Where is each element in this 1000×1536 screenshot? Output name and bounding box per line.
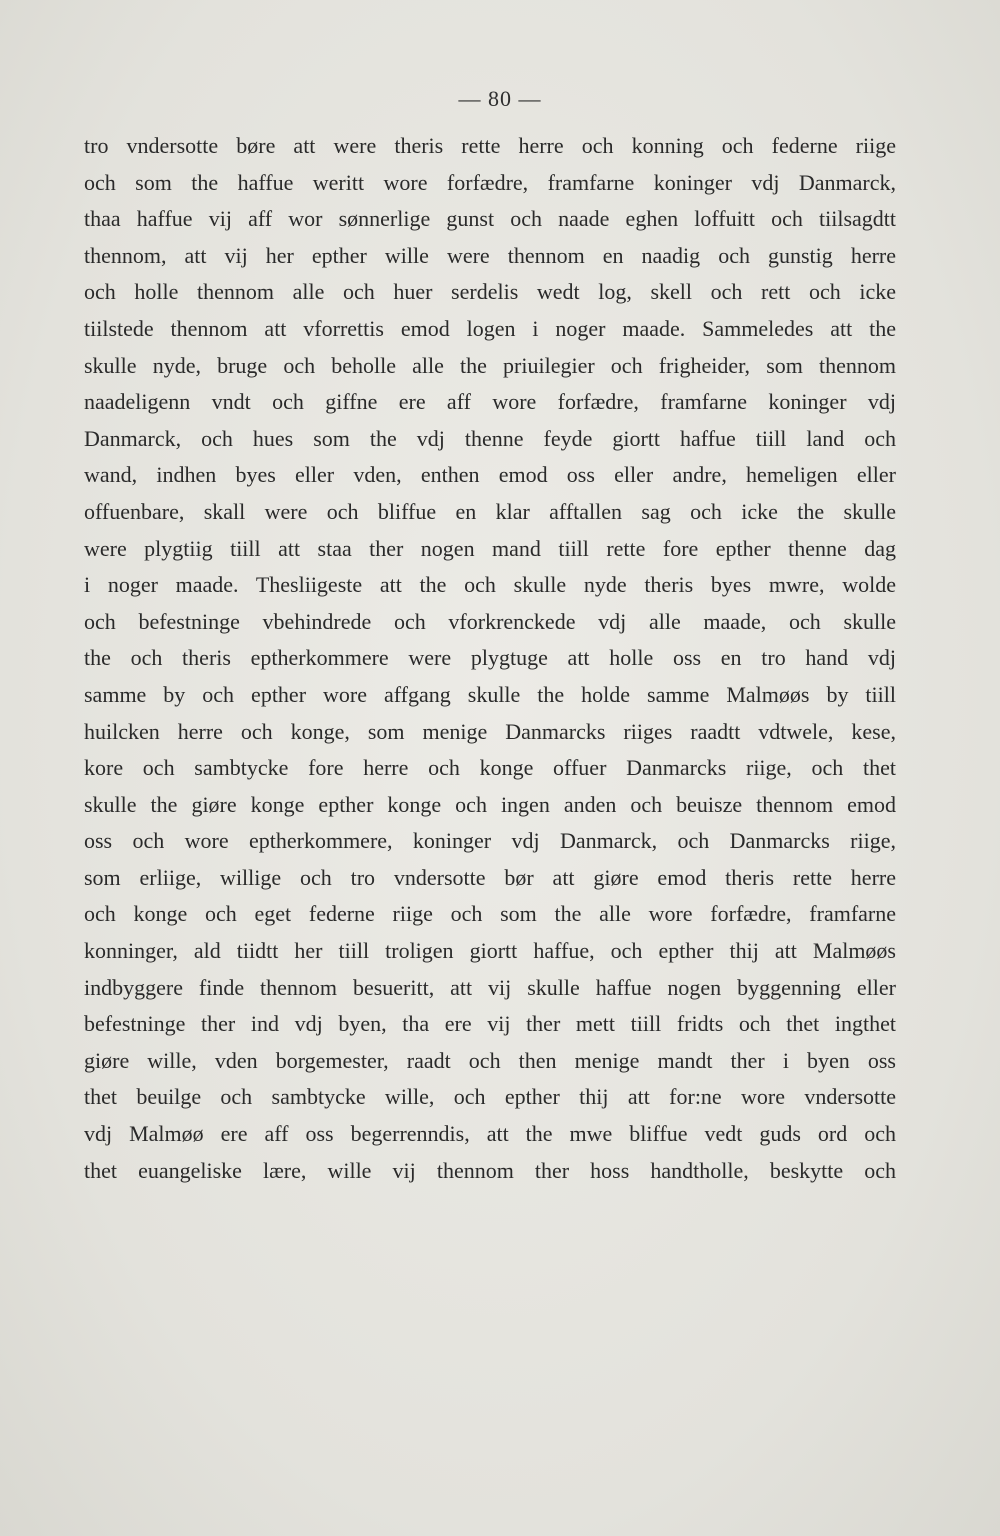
text-line: kore och sambtycke fore herre och konge offuer Danmarcks riige, och thet [84,755,896,781]
text-line: were plygtiig tiill att staa ther nogen mand tiill rette fore epther thenne dag [84,535,896,561]
text-line: och holle thennom alle och huer serdelis wedt log, skell och rett och icke [84,279,896,305]
text-line: och befestninge vbehindrede och vforkrenckede vdj alle maade, och skulle [84,608,896,634]
text-line: indbyggere finde thennom besueritt, att vij skulle haffue nogen byggenning eller [84,974,896,1000]
text-line: som erliige, willige och tro vndersotte bør att giøre emod theris rette herre [84,864,896,890]
text-line: the och theris eptherkommere were plygtuge att holle oss en tro hand vdj [84,645,896,671]
text-line: thennom, att vij her epther wille were thennom en naadig och gunstig herre [84,242,896,268]
text-line: och konge och eget federne riige och som the alle wore forfædre, framfarne [84,901,896,927]
text-line: tiilstede thennom att vforrettis emod logen i noger maade. Sammeledes att the [84,315,896,341]
page-number: — 80 — [458,86,542,111]
text-line: i noger maade. Thesliigeste att the och skulle nyde theris byes mwre, wolde [84,572,896,598]
text-line: skulle nyde, bruge och beholle alle the priuilegier och frigheider, som thennom [84,352,896,378]
text-line: huilcken herre och konge, som menige Danmarcks riiges raadtt vdtwele, kese, [84,718,896,744]
text-line: tro vndersotte børe att were theris rette herre och konning och federne riige [84,133,896,158]
text-line: skulle the giøre konge epther konge och ingen anden och beuisze thennom emod [84,791,896,817]
text-line: naadeligenn vndt och giffne ere aff wore forfædre, framfarne koninger vdj [84,389,896,415]
text-line: thet beuilge och sambtycke wille, och epther thij att for:ne wore vndersotte [84,1084,896,1110]
text-line: giøre wille, vden borgemester, raadt och then menige mandt ther i byen oss [84,1047,896,1073]
body-text [84,128,896,1189]
text-line: Danmarck, och hues som the vdj thenne feyde giortt haffue tiill land och [84,425,896,451]
text-line: vdj Malmøø ere aff oss begerrenndis, att the mwe bliffue vedt guds ord och [84,1121,896,1147]
text-line: och som the haffue weritt wore forfædre, framfarne koninger vdj Danmarck, [84,169,896,195]
text-line: offuenbare, skall were och bliffue en klar afftallen sag och icke the skulle [84,498,896,524]
text-line: befestninge ther ind vdj byen, tha ere vij ther mett tiill fridts och thet ingthet [84,1011,896,1037]
text-line: samme by och epther wore affgang skulle the holde samme Malmøøs by tiill [84,681,896,707]
text-line: thaa haffue vij aff wor sønnerlige gunst och naade eghen loffuitt och tiilsagdtt [84,206,896,232]
text-line: oss och wore eptherkommere, koninger vdj Danmarck, och Danmarcks riige, [84,828,896,854]
text-line: thet euangeliske lære, wille vij thennom ther hoss handtholle, beskytte och [84,1157,896,1183]
text-line: wand, indhen byes eller vden, enthen emod oss eller andre, hemeligen eller [84,462,896,488]
text-line: konninger, ald tiidtt her tiill troligen giortt haffue, och epther thij att Malmøøs [84,938,896,964]
